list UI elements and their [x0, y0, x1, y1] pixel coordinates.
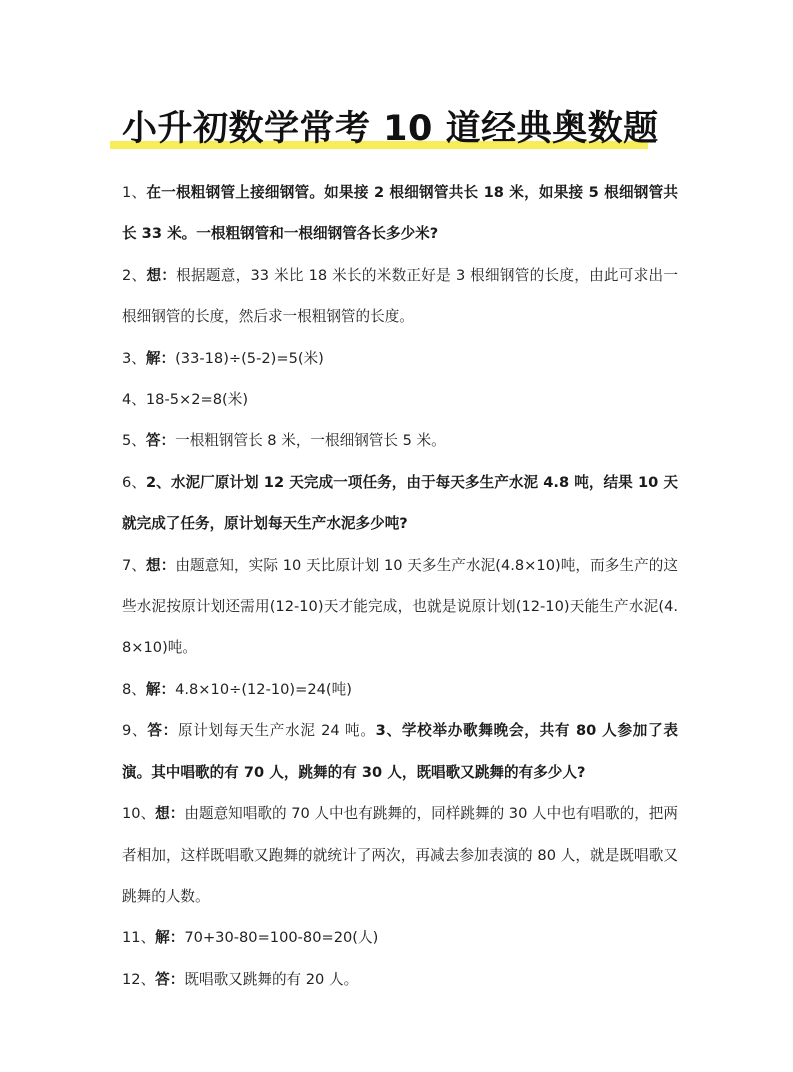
paragraph-11	[122, 917, 678, 958]
paragraph-2	[122, 255, 678, 338]
paragraph-text: 根据题意，33 米比 18 米长的米数正好是 3 根细钢管的长度，由此可求出一根细钢管的长度，然后求一根粗钢管的长度。	[122, 266, 678, 326]
paragraph-number: 1、	[122, 184, 147, 201]
paragraph-keyword: 答：	[147, 722, 178, 740]
paragraph-text: (33-18)÷(5-2)=5(米)	[175, 349, 324, 367]
paragraph-7	[122, 545, 678, 669]
paragraph-10	[122, 793, 678, 917]
paragraph-number: 11、	[122, 929, 156, 947]
paragraph-keyword: 解：	[155, 929, 185, 947]
paragraph-keyword: 想：	[146, 556, 176, 574]
paragraph-text: 2、水泥厂原计划 12 天完成一项任务，由于每天多生产水泥 4.8 吨，结果 10 天就完成了任务，原计划每天生产水泥多少吨?	[122, 473, 678, 533]
paragraph-text: 18-5×2=8(米)	[145, 391, 249, 409]
paragraph-6	[122, 462, 678, 545]
title-wrap	[122, 100, 659, 158]
paragraph-keyword: 想：	[146, 266, 177, 284]
content-body	[122, 172, 678, 1000]
paragraph-text: 4.8×10÷(12-10)=24(吨)	[175, 680, 352, 698]
paragraph-text: 既唱歌又跳舞的有 20 人。	[184, 970, 359, 988]
paragraph-keyword: 解：	[145, 349, 176, 367]
paragraph-keyword: 解：	[145, 680, 176, 698]
paragraph-12	[122, 959, 678, 1000]
paragraph-keyword: 想：	[155, 805, 185, 823]
paragraph-keyword: 答：	[155, 970, 185, 988]
paragraph-text: 在一根粗钢管上接细钢管。如果接 2 根细钢管共长 18 米，如果接 5 根细钢管共长 33 米。一根粗钢管和一根细钢管各长多少米?	[122, 184, 678, 243]
paragraph-9	[122, 710, 678, 793]
paragraph-text: 70+30-80=100-80=20(人)	[184, 929, 379, 947]
paragraph-number: 3、	[122, 349, 146, 367]
paragraph-number: 8、	[122, 680, 146, 698]
paragraph-8	[122, 669, 678, 710]
paragraph-number: 10、	[122, 805, 156, 823]
paragraph-text: 一根粗钢管长 8 米，一根细钢管长 5 米。	[175, 432, 446, 450]
paragraph-3	[122, 338, 678, 379]
paragraph-question: 3、学校举办歌舞晚会，共有 80 人参加了表演。其中唱歌的有 70 人，跳舞的有 30 人，既唱歌又跳舞的有多少人?	[122, 722, 678, 781]
paragraph-5	[122, 420, 678, 461]
paragraph-number: 7、	[122, 556, 147, 574]
paragraph-text: 由题意知，实际 10 天比原计划 10 天多生产水泥(4.8×10)吨，而多生产的这些水泥按原计划还需用(12-10)天才能完成，也就是说原计划(12-10)天能生产水泥(4.8×10)吨。	[122, 556, 678, 657]
paragraph-text: 由题意知唱歌的 70 人中也有跳舞的，同样跳舞的 30 人中也有唱歌的，把两者相加，这样既唱歌又跑舞的就统计了两次，再减去参加表演的 80 人，就是既唱歌又跳舞的人数。	[122, 805, 678, 905]
paragraph-text: 原计划每天生产水泥 24 吨。	[177, 722, 376, 740]
paragraph-number: 5、	[122, 432, 146, 450]
paragraph-number: 4、	[122, 391, 146, 409]
paragraph-number: 6、	[122, 473, 146, 491]
paragraph-number: 9、	[122, 722, 148, 740]
paragraph-1	[122, 172, 678, 255]
paragraph-keyword: 答：	[145, 432, 176, 450]
paragraph-number: 2、	[122, 266, 147, 284]
paragraph-4	[122, 379, 678, 420]
paragraph-number: 12、	[122, 970, 156, 988]
page-title: 小升初数学常考 10 道经典奥数题	[122, 109, 659, 149]
